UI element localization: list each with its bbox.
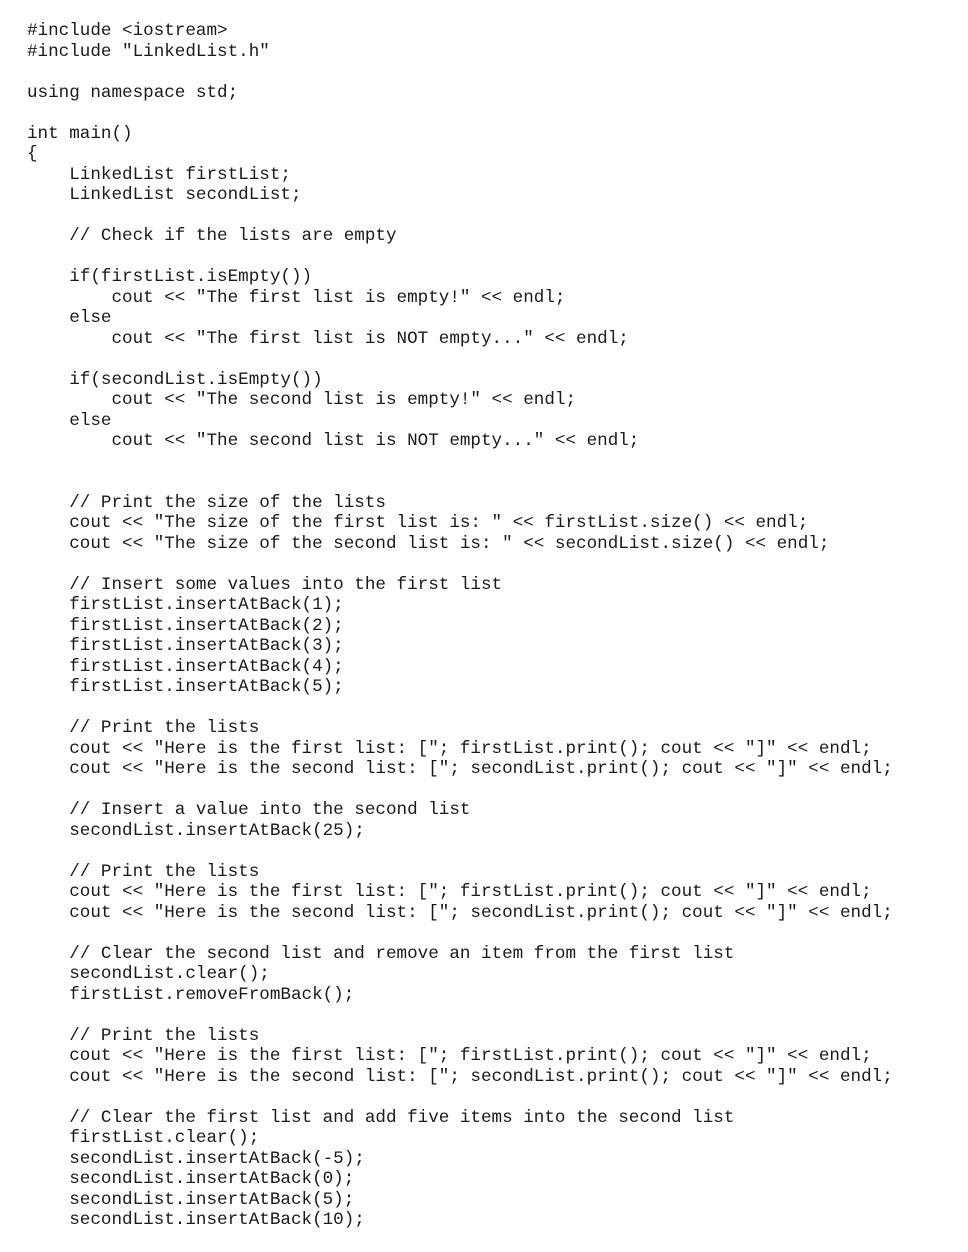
code-line: // Check if the lists are empty — [27, 226, 397, 246]
code-line: secondList.insertAtBack(-5); — [27, 1148, 365, 1169]
code-line: cout << "The size of the second list is: " << secondList.size() << endl; — [27, 533, 830, 554]
code-line: { — [27, 144, 38, 164]
code-line: firstList.removeFromBack(); — [27, 984, 355, 1005]
code-line: cout << "Here is the first list: ["; firstList.print(); cout << "]" << endl; — [27, 882, 872, 902]
code-line: cout << "Here is the second list: ["; secondList.print(); cout << "]" << endl; — [27, 1066, 893, 1087]
code-line: firstList.insertAtBack(3); — [27, 636, 344, 656]
code-line: cout << "The second list is NOT empty..." << endl; — [27, 431, 640, 451]
code-line: secondList.clear(); — [27, 964, 270, 984]
code-line: // Insert some values into the first list — [27, 574, 503, 595]
code-line: firstList.insertAtBack(4); — [27, 656, 344, 677]
code-line: cout << "Here is the second list: ["; secondList.print(); cout << "]" << endl; — [27, 759, 893, 779]
code-line: cout << "The first list is empty!" << endl; — [27, 287, 566, 308]
code-line: firstList.insertAtBack(1); — [27, 595, 344, 615]
code-line: // Print the lists — [27, 718, 260, 738]
code-line: LinkedList secondList; — [27, 185, 302, 205]
code-line: int main() — [27, 123, 133, 144]
code-line: firstList.clear(); — [27, 1128, 260, 1148]
code-line: secondList.insertAtBack(10); — [27, 1210, 365, 1230]
code-line: // Print the lists — [27, 861, 260, 882]
code-line: firstList.insertAtBack(2); — [27, 615, 344, 636]
code-line: LinkedList firstList; — [27, 164, 291, 185]
code-line: cout << "The first list is NOT empty..." << endl; — [27, 328, 629, 349]
code-line: cout << "Here is the second list: ["; secondList.print(); cout << "]" << endl; — [27, 902, 893, 923]
code-line: // Print the lists — [27, 1025, 260, 1046]
code-line: secondList.insertAtBack(25); — [27, 820, 365, 841]
code-line: else — [27, 308, 112, 328]
code-line: if(firstList.isEmpty()) — [27, 267, 313, 287]
code-line: cout << "Here is the first list: ["; firstList.print(); cout << "]" << endl; — [27, 738, 872, 759]
code-line: using namespace std; — [27, 82, 239, 103]
code-line: if(secondList.isEmpty()) — [27, 369, 323, 390]
code-line: // Clear the first list and add five items into the second list — [27, 1107, 735, 1128]
code-line: cout << "The second list is empty!" << endl; — [27, 390, 577, 410]
code-line: // Print the size of the lists — [27, 492, 386, 513]
code-line: // Clear the second list and remove an item from the first list — [27, 943, 735, 964]
code-line: firstList.insertAtBack(5); — [27, 677, 344, 697]
code-line: secondList.insertAtBack(0); — [27, 1169, 355, 1189]
code-line: // Insert a value into the second list — [27, 800, 471, 820]
code-line: cout << "The size of the first list is: " << firstList.size() << endl; — [27, 513, 809, 533]
code-line: cout << "Here is the first list: ["; firstList.print(); cout << "]" << endl; — [27, 1046, 872, 1066]
code-line: #include "LinkedList.h" — [27, 41, 270, 62]
code-line: else — [27, 410, 112, 431]
code-line: #include <iostream> — [27, 21, 228, 41]
code-line: secondList.insertAtBack(5); — [27, 1189, 355, 1210]
